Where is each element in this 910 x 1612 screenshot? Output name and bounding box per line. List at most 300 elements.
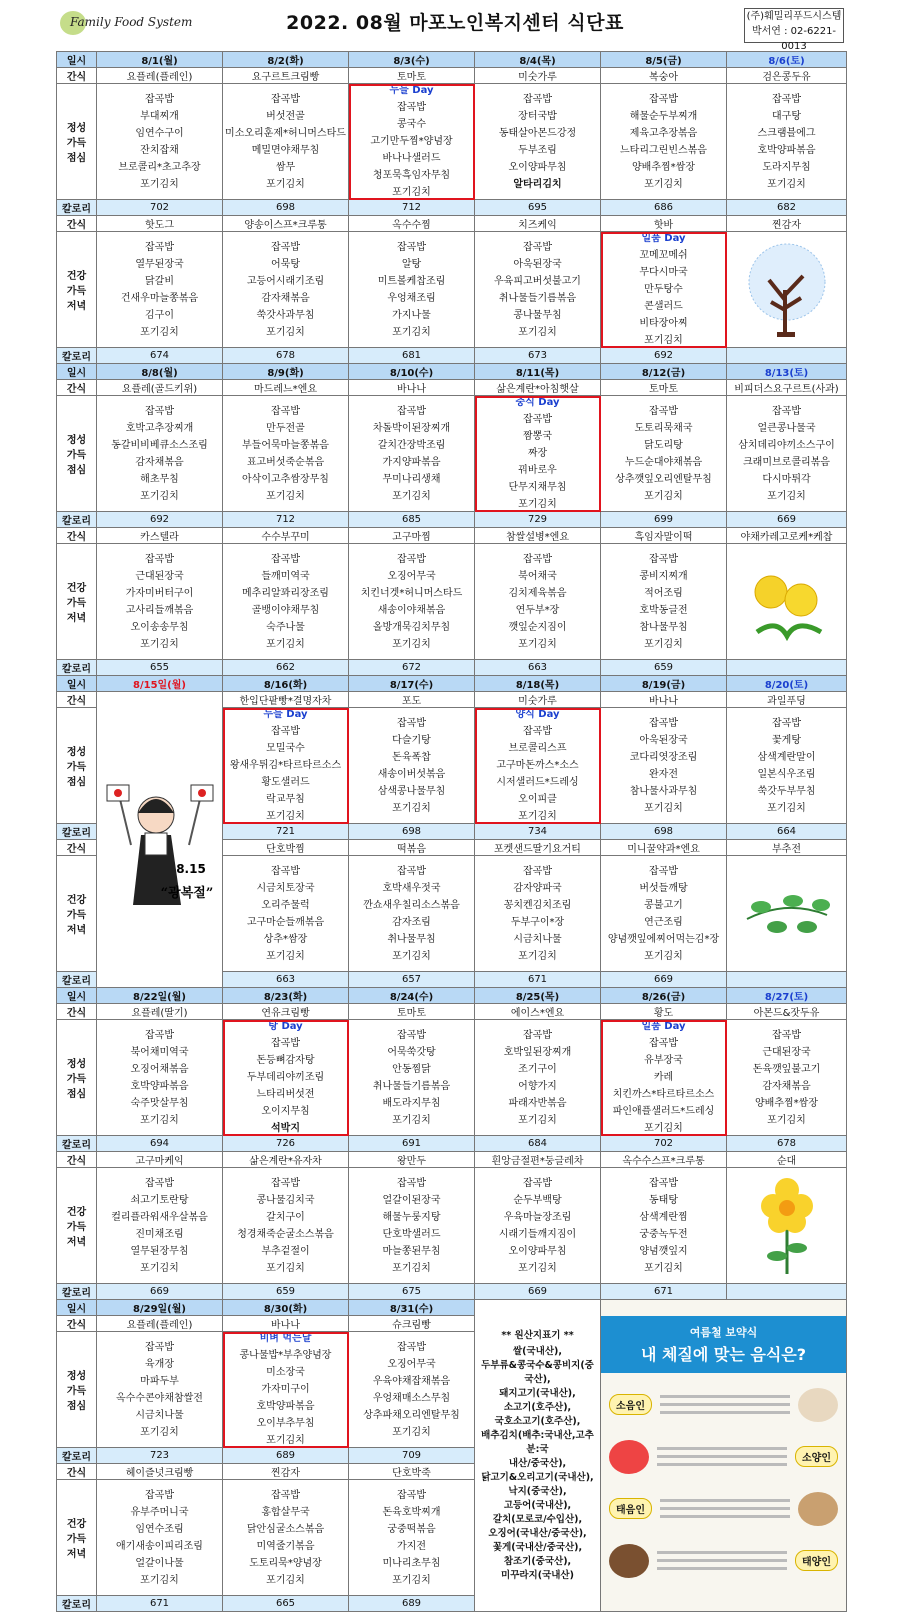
menu-item: 포기김치 <box>392 490 431 502</box>
day-date: 8/8(월) <box>97 364 223 380</box>
lunch-menu-list <box>223 1332 348 1447</box>
menu-item: 돈육호박찌개 <box>382 1506 441 1518</box>
menu-item: 순두부백탕 <box>513 1194 562 1206</box>
day-date: 8/29일(월) <box>97 1300 223 1316</box>
menu-item: 아삭이고추쌈장무침 <box>242 473 329 485</box>
menu-item: 다슬기탕 <box>392 734 431 746</box>
lunch-menu-cell <box>349 84 475 200</box>
menu-item: 잡곡밥 <box>523 726 552 737</box>
lunch-menu-list <box>475 708 600 823</box>
origin-line: 내산/중국산), <box>508 1457 567 1469</box>
calorie-value: 698 <box>223 200 349 216</box>
dinner-label: 건강 가득 저녁 <box>57 232 97 348</box>
lunch-label: 정성 가득 점심 <box>57 708 97 824</box>
calorie-label: 칼로리 <box>57 1284 97 1300</box>
snack-item: 핫도그 <box>97 216 223 232</box>
menu-item: 잡곡밥 <box>772 93 801 105</box>
menu-item: 쑥갓사과무침 <box>256 309 315 321</box>
origin-line: 소고기(호주산), <box>503 1401 572 1413</box>
menu-item: 시금치나물 <box>513 933 562 945</box>
calorie-value: 671 <box>601 1284 727 1300</box>
lunch-row <box>57 396 847 512</box>
lunch-menu-cell <box>223 708 349 824</box>
menu-item: 꽁치켄김치조림 <box>503 899 572 911</box>
menu-item: 차돌박이된장찌개 <box>372 422 451 434</box>
calorie-value: 684 <box>475 1136 601 1152</box>
menu-item: 왕새우튀김*타르타르소스 <box>229 760 342 771</box>
lunch-menu-list <box>601 708 726 823</box>
origin-line: 고등어(국내산), <box>503 1499 572 1511</box>
dinner-menu-cell <box>475 1168 601 1284</box>
dinner-menu-list <box>349 856 474 971</box>
menu-item: 잡곡밥 <box>649 865 678 877</box>
menu-item: 김치제육볶음 <box>508 587 567 599</box>
menu-item: 단호박샐러드 <box>382 1228 441 1240</box>
snack-item: 카스텔라 <box>97 528 223 544</box>
snack-item: 요구르트크림빵 <box>223 68 349 84</box>
menu-item: 락교무침 <box>266 794 305 805</box>
menu-item: 치킨까스*타르타르소스 <box>612 1089 715 1100</box>
menu-item: 얼갈이나물 <box>135 1557 184 1569</box>
snack-item: 바나나 <box>349 380 475 396</box>
lunch-menu-cell <box>97 1020 223 1136</box>
menu-item: 포기김치 <box>644 1262 683 1274</box>
calorie-value: 664 <box>727 824 847 840</box>
poster-text-lines <box>660 1494 790 1523</box>
lunch-menu-list <box>223 396 348 511</box>
poster-headline: 내 체질에 맞는 음식은? <box>640 1344 807 1364</box>
snack-label: 간식 <box>57 1316 97 1332</box>
menu-item: 포기김치 <box>266 638 305 650</box>
snack-item: 바나나 <box>223 1316 349 1332</box>
menu-item: 잡곡밥 <box>397 241 426 253</box>
menu-item: 닭안심굴소스볶음 <box>246 1523 325 1535</box>
snack-item: 미숫가루 <box>475 692 601 708</box>
menu-item: 포기김치 <box>518 1262 557 1274</box>
day-date: 8/20(토) <box>727 676 847 692</box>
menu-item: 얼갈이된장국 <box>382 1194 441 1206</box>
snack-item: 포도 <box>349 692 475 708</box>
snack-label: 간식 <box>57 1004 97 1020</box>
menu-item: 포기김치 <box>266 1574 305 1586</box>
calorie-value: 734 <box>475 824 601 840</box>
lunch-menu-cell <box>223 1332 349 1448</box>
calorie-value: 726 <box>223 1136 349 1152</box>
origin-line: 참조기(중국산), <box>503 1555 572 1567</box>
calorie-label: 칼로리 <box>57 512 97 528</box>
date-label: 일시 <box>57 52 97 68</box>
dinner-menu-cell <box>727 232 847 348</box>
menu-item: 잡곡밥 <box>145 553 174 565</box>
menu-item: 포기김치 <box>767 178 806 190</box>
menu-item: 카레 <box>653 1072 674 1083</box>
menu-item: 잡곡밥 <box>397 1177 426 1189</box>
dinner-menu-cell <box>727 544 847 660</box>
snack-item: 삶은계란*유자차 <box>223 1152 349 1168</box>
menu-item: 열무된장무침 <box>130 1245 189 1257</box>
menu-item: 우엉채조림 <box>387 292 436 304</box>
menu-item: 느타리그린빈스볶음 <box>620 144 707 156</box>
date-label: 일시 <box>57 1300 97 1316</box>
menu-item: 호박양파볶음 <box>256 1401 315 1412</box>
menu-item: 호박동글전 <box>639 604 688 616</box>
snack-item: 토마토 <box>349 68 475 84</box>
dinner-menu-cell <box>601 856 727 972</box>
snack-item: 야채카레고로케*케찹 <box>727 528 847 544</box>
lunch-snack-row <box>57 68 847 84</box>
menu-item: 포기김치 <box>767 802 806 814</box>
menu-item: 가지전 <box>397 1540 426 1552</box>
menu-item: 해물누룽지탕 <box>382 1211 441 1223</box>
lunch-menu-cell <box>97 396 223 512</box>
menu-item: 잡곡밥 <box>397 1029 426 1041</box>
theme-day-tag: 양식 Day <box>515 709 560 720</box>
menu-item: 잡곡밥 <box>772 1029 801 1041</box>
snack-item: 치즈케익 <box>475 216 601 232</box>
menu-item: 잡곡밥 <box>523 414 552 425</box>
lunch-menu-cell <box>97 84 223 200</box>
menu-item: 오이피클 <box>518 794 557 805</box>
poster-text-lines <box>660 1390 790 1419</box>
day-date: 8/31(수) <box>349 1300 475 1316</box>
company-info <box>744 8 844 52</box>
lunch-calorie-row <box>57 200 847 216</box>
dinner-menu-cell <box>349 856 475 972</box>
date-label: 일시 <box>57 988 97 1004</box>
dinner-snack-row <box>57 528 847 544</box>
dinner-menu-list <box>223 544 348 659</box>
dinner-menu-list <box>601 856 726 971</box>
calorie-value: 695 <box>475 200 601 216</box>
origin-line: 꽃게(국내산/중국산), <box>492 1541 583 1553</box>
poster-food-icon <box>609 1544 649 1578</box>
snack-item: 요플레(골드키위) <box>97 380 223 396</box>
menu-item: 잡곡밥 <box>649 1038 678 1049</box>
dinner-menu-list <box>475 856 600 971</box>
menu-item: 포기김치 <box>518 638 557 650</box>
menu-item: 돈육폭찹 <box>392 751 431 763</box>
menu-item: 진미채조림 <box>135 1228 184 1240</box>
menu-item: 버섯들깨탕 <box>639 882 688 894</box>
origin-line: 낙지(중국산), <box>508 1485 567 1497</box>
menu-item: 콩비지찌개 <box>639 570 688 582</box>
menu-item: 포기김치 <box>392 1426 431 1438</box>
menu-item: 단무지채무침 <box>508 482 567 493</box>
menu-item: 잡곡밥 <box>397 717 426 729</box>
snack-item: 흑임자말이떡 <box>601 528 727 544</box>
menu-item: 알탕 <box>401 258 422 270</box>
menu-item: 유부장국 <box>644 1055 683 1066</box>
menu-item: 잡곡밥 <box>523 1177 552 1189</box>
poster-food-icon <box>609 1440 649 1474</box>
lunch-menu-cell <box>601 708 727 824</box>
poster-type-row <box>609 1379 838 1431</box>
flag-left-icon <box>107 785 131 845</box>
menu-item: 도라지무침 <box>762 161 811 173</box>
day-date: 8/3(수) <box>349 52 475 68</box>
dinner-menu-cell <box>223 1168 349 1284</box>
menu-item: 들깨미역국 <box>261 570 310 582</box>
menu-item: 포기김치 <box>140 178 179 190</box>
menu-item: 옥수수콘야채참쌀전 <box>116 1392 203 1404</box>
calorie-label: 칼로리 <box>57 972 97 988</box>
menu-item: 짬뽕국 <box>523 431 552 442</box>
menu-item: 파래자반볶음 <box>508 1097 567 1109</box>
menu-item: 취나물무침 <box>387 933 436 945</box>
menu-item: 잡곡밥 <box>271 1038 300 1049</box>
calorie-value: 685 <box>349 512 475 528</box>
dinner-label: 건강 가득 저녁 <box>57 856 97 972</box>
menu-item: 알타리김치 <box>513 178 562 190</box>
menu-item: 연두부*장 <box>515 604 560 616</box>
menu-item: 잡곡밥 <box>523 93 552 105</box>
lunch-snack-row <box>57 380 847 396</box>
calorie-value <box>727 972 847 988</box>
lunch-menu-list <box>727 84 846 199</box>
lunch-menu-cell <box>475 708 601 824</box>
snack-item: 단호박죽 <box>349 1464 475 1480</box>
menu-item: 컬리플라워새우살볶음 <box>111 1211 208 1223</box>
snack-item: 미니꿀약과*엔요 <box>601 840 727 856</box>
menu-item: 쌈무 <box>275 161 296 173</box>
menu-item: 호박새우젓국 <box>382 882 441 894</box>
snack-item: 비피더스요구르트(사과) <box>727 380 847 396</box>
dinner-menu-list <box>349 1168 474 1283</box>
origin-title: ** 원산지표기 ** <box>501 1329 574 1341</box>
menu-item: 두부구이*장 <box>510 916 565 928</box>
dinner-menu-list <box>601 1168 726 1283</box>
logo-text: Family Food System <box>70 15 193 29</box>
dinner-menu-cell <box>97 1480 223 1596</box>
lunch-menu-cell <box>727 84 847 200</box>
calorie-value: 682 <box>727 200 847 216</box>
menu-item: 잡곡밥 <box>397 865 426 877</box>
dinner-snack-row <box>57 1152 847 1168</box>
winter-tree-illustration <box>741 240 833 340</box>
menu-item: 잡곡밥 <box>772 405 801 417</box>
menu-item: 올방개묵김치무침 <box>372 621 451 633</box>
date-row <box>57 676 847 692</box>
menu-item: 호박잎된장찌개 <box>503 1046 572 1058</box>
menu-item: 포기김치 <box>140 1426 179 1438</box>
snack-label: 간식 <box>57 1152 97 1168</box>
lunch-menu-cell <box>727 1020 847 1136</box>
menu-item: 포기김치 <box>644 1123 683 1134</box>
theme-day-tag: 탕 Day <box>268 1021 303 1032</box>
menu-item: 깻잎순지짐이 <box>508 621 567 633</box>
menu-item: 포기김치 <box>392 638 431 650</box>
menu-item: 잡곡밥 <box>271 553 300 565</box>
dinner-row <box>57 232 847 348</box>
menu-item: 숙주맛살무침 <box>130 1097 189 1109</box>
menu-item: 제육고추장볶음 <box>629 127 698 139</box>
poster-type-badge: 태음인 <box>609 1498 652 1519</box>
menu-item: 잡곡밥 <box>271 93 300 105</box>
menu-item: 삼색콩나물무침 <box>377 785 446 797</box>
menu-item: 오이양파무침 <box>508 1245 567 1257</box>
menu-item: 가자미버터구이 <box>125 587 194 599</box>
lunch-menu-cell <box>349 1332 475 1448</box>
calorie-value: 709 <box>349 1448 475 1464</box>
lunch-menu-list <box>727 396 846 511</box>
menu-item: 포기김치 <box>140 638 179 650</box>
menu-item: 바나나샐러드 <box>382 153 441 164</box>
dandelion-illustration <box>737 562 837 642</box>
holiday-date: 8.15 <box>175 861 206 876</box>
dinner-menu-list <box>601 544 726 659</box>
lunch-menu-list <box>475 1020 600 1135</box>
dinner-calorie-row <box>57 1284 847 1300</box>
calorie-value: 662 <box>223 660 349 676</box>
menu-item: 아욱된장국 <box>639 734 688 746</box>
poster <box>601 1300 847 1612</box>
menu-item: 부들어묵마늘쫑볶음 <box>242 439 329 451</box>
snack-item: 마드레느*엔요 <box>223 380 349 396</box>
calorie-value: 669 <box>97 1284 223 1300</box>
menu-item: 버섯전골 <box>266 110 305 122</box>
lunch-menu-cell <box>349 708 475 824</box>
menu-item: 깐쇼새우칠리소스볶음 <box>363 899 460 911</box>
snack-item: 고구마케익 <box>97 1152 223 1168</box>
menu-item: 시금치토장국 <box>256 882 315 894</box>
snack-item: 헤이즐넛크림빵 <box>97 1464 223 1480</box>
menu-item: 포기김치 <box>140 1574 179 1586</box>
menu-item: 치킨너겟*허니머스타드 <box>360 587 463 599</box>
origin-line: 국호소고기(호주산), <box>494 1415 581 1427</box>
snack-label: 간식 <box>57 380 97 396</box>
dinner-menu-list <box>349 544 474 659</box>
menu-item: 포기김치 <box>767 1114 806 1126</box>
dinner-menu-cell <box>223 1480 349 1596</box>
theme-day-tag: 비벼 먹는날 <box>259 1333 312 1344</box>
dinner-menu-list <box>97 1480 222 1595</box>
menu-item: 시래기들깨지짐이 <box>498 1228 577 1240</box>
lunch-menu-list <box>223 708 348 823</box>
day-date: 8/4(목) <box>475 52 601 68</box>
menu-item: 장터국밥 <box>518 110 557 122</box>
poster-type-badge: 소음인 <box>609 1394 652 1415</box>
menu-item: 잡곡밥 <box>649 1177 678 1189</box>
menu-item: 스크램블에그 <box>757 127 816 139</box>
calorie-value: 669 <box>601 972 727 988</box>
menu-item: 잡곡밥 <box>145 405 174 417</box>
menu-item: 석박지 <box>271 1123 300 1134</box>
calorie-value: 669 <box>727 512 847 528</box>
lunch-menu-list <box>727 1020 846 1135</box>
menu-item: 만두탕수 <box>644 284 683 295</box>
origin-info <box>475 1300 601 1612</box>
menu-item: 부대찌개 <box>140 110 179 122</box>
menu-item: 콩나물무침 <box>513 309 562 321</box>
menu-item: 포기김치 <box>644 802 683 814</box>
menu-item: 파인애플샐러드*드레싱 <box>612 1106 715 1117</box>
lunch-menu-list <box>349 396 474 511</box>
menu-item: 고기만두찜*양념장 <box>370 136 453 147</box>
menu-item: 조기구이 <box>518 1063 557 1075</box>
menu-item: 잡곡밥 <box>145 1341 174 1353</box>
menu-item: 잡곡밥 <box>649 717 678 729</box>
menu-item: 열무된장국 <box>135 258 184 270</box>
calorie-value <box>727 1284 847 1300</box>
menu-item: 만두전골 <box>266 422 305 434</box>
menu-item: 잡곡밥 <box>145 1029 174 1041</box>
menu-item: 잡곡밥 <box>397 1489 426 1501</box>
menu-item: 포기김치 <box>518 811 557 822</box>
snack-item: 옥수수스프*크루통 <box>601 1152 727 1168</box>
menu-item: 꿔바로우 <box>518 465 557 476</box>
menu-item: 포기김치 <box>266 1435 305 1446</box>
lunch-menu-cell <box>349 1020 475 1136</box>
poster-text-lines <box>657 1546 787 1575</box>
calorie-label: 칼로리 <box>57 1448 97 1464</box>
menu-item: 일본식우조림 <box>757 768 816 780</box>
menu-item: 쑥갓두부무침 <box>757 785 816 797</box>
menu-item: 잡곡밥 <box>271 726 300 737</box>
snack-item: 수수부꾸미 <box>223 528 349 544</box>
snack-item: 토마토 <box>349 1004 475 1020</box>
menu-item: 시금치나물 <box>135 1409 184 1421</box>
dinner-menu-list <box>601 232 726 347</box>
day-date: 8/26(금) <box>601 988 727 1004</box>
menu-item: 도토리묵채국 <box>634 422 693 434</box>
menu-item: 삼치데리야끼소스구이 <box>738 439 835 451</box>
menu-item: 포기김치 <box>518 950 557 962</box>
menu-item: 오이양파무침 <box>508 161 567 173</box>
snack-item: 순대 <box>727 1152 847 1168</box>
dinner-menu-cell <box>475 544 601 660</box>
calorie-value: 702 <box>601 1136 727 1152</box>
menu-item: 시저샐러드*드레싱 <box>496 777 579 788</box>
origin-line: 갈치(모로코/수입산), <box>492 1513 583 1525</box>
calorie-value: 698 <box>349 824 475 840</box>
dinner-menu-list <box>223 856 348 971</box>
poster-banner <box>601 1316 846 1373</box>
lunch-menu-list <box>727 708 846 823</box>
menu-item: 새송이야채볶음 <box>377 604 446 616</box>
menu-item: 포기김치 <box>644 490 683 502</box>
snack-item: 슈크림빵 <box>349 1316 475 1332</box>
menu-item: 궁중떡볶음 <box>387 1523 436 1535</box>
poster-type-badge: 태양인 <box>795 1550 838 1571</box>
dinner-menu-list <box>97 232 222 347</box>
menu-item: 안동찜닭 <box>392 1063 431 1075</box>
calorie-value: 665 <box>223 1596 349 1612</box>
menu-item: 포기김치 <box>266 1262 305 1274</box>
menu-item: 닭갈비 <box>145 275 174 287</box>
menu-item: 청경채죽순굴소스볶음 <box>237 1228 334 1240</box>
menu-item: 감자채볶음 <box>135 456 184 468</box>
menu-item: 콩국수 <box>397 119 426 130</box>
calorie-value: 655 <box>97 660 223 676</box>
lunch-menu-cell <box>475 396 601 512</box>
snack-item: 단호박찜 <box>223 840 349 856</box>
day-date: 8/16(화) <box>223 676 349 692</box>
origin-line: 닭고기&오리고기(국내산), <box>481 1471 594 1483</box>
date-label: 일시 <box>57 364 97 380</box>
menu-item: 메추리알꽈리장조림 <box>242 587 329 599</box>
menu-item: 짜장 <box>527 448 548 459</box>
snack-item: 복숭아 <box>601 68 727 84</box>
menu-item: 콩나물김치국 <box>256 1194 315 1206</box>
snack-item: 검은콩두유 <box>727 68 847 84</box>
poster-food-icon <box>798 1388 838 1422</box>
day-date: 8/18(목) <box>475 676 601 692</box>
dinner-row <box>57 544 847 660</box>
snack-label: 간식 <box>57 68 97 84</box>
day-date: 8/25(목) <box>475 988 601 1004</box>
menu-item: 포기김치 <box>392 1114 431 1126</box>
lunch-row <box>57 1020 847 1136</box>
